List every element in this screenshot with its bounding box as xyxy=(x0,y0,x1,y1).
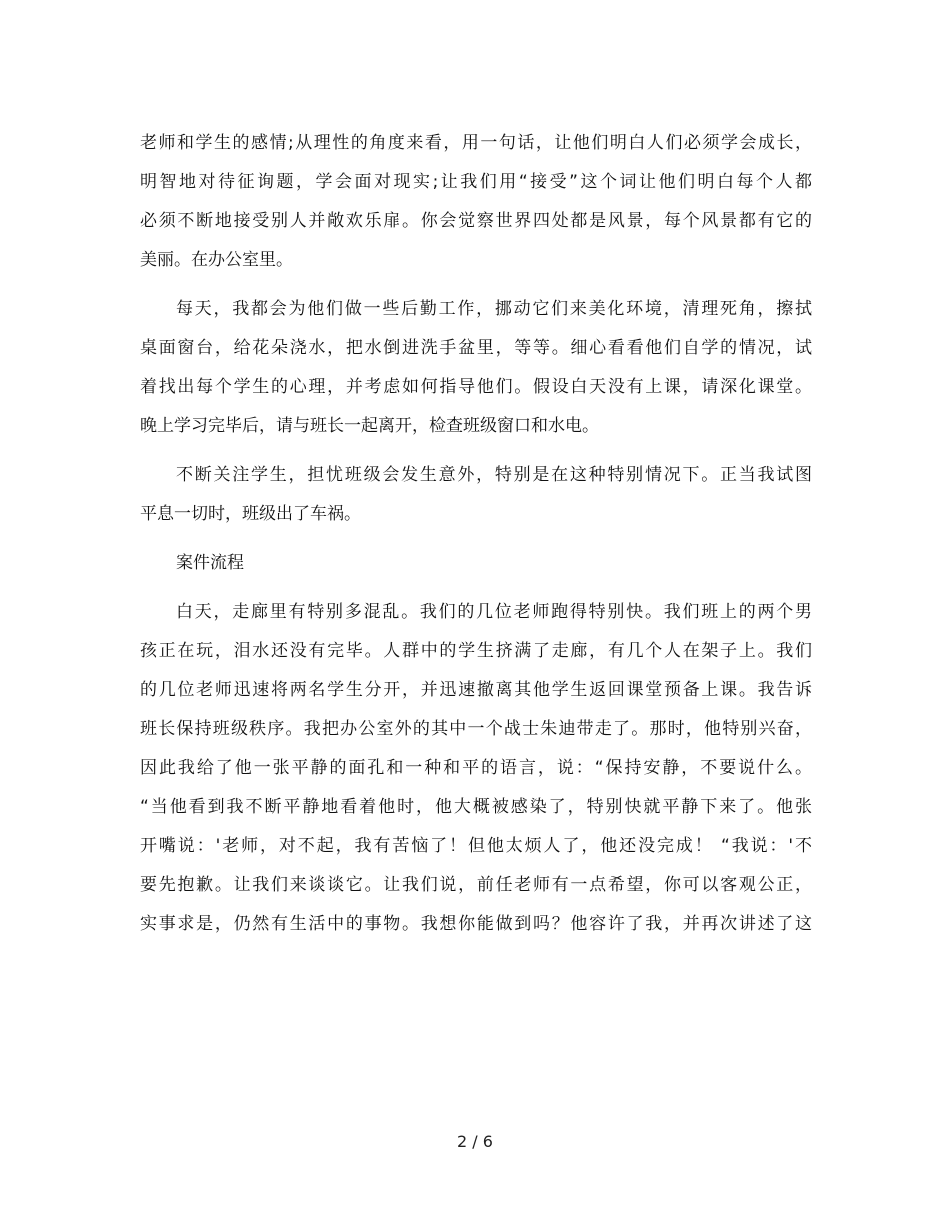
text-line: 白天，走廊里有特别多混乱。我们的几位老师跑得特别快。我们班上的两个男 xyxy=(176,602,812,622)
text-line: 开嘴说：'老师，对不起，我有苦恼了！但他太烦人了，他还没完成！ “我说：'不 xyxy=(140,836,812,856)
paragraph-gap xyxy=(140,446,812,456)
text-line: 要先抱歉。让我们来谈谈它。让我们说，前任老师有一点希望，你可以客观公正， xyxy=(140,875,812,895)
document-body xyxy=(140,124,812,944)
paragraph xyxy=(140,456,812,534)
text-line: 因此我给了他一张平静的面孔和一种和平的语言，说：“保持安静，不要说什么。 xyxy=(140,758,812,778)
text-line: 晚上学习完毕后，请与班长一起离开，检查班级窗口和水电。 xyxy=(140,416,599,436)
text-line: 不断关注学生，担忧班级会发生意外，特别是在这种特别情况下。正当我试图 xyxy=(176,465,812,485)
text-line: 着找出每个学生的心理，并考虑如何指导他们。假设白天没有上课，请深化课堂。 xyxy=(140,377,812,397)
text-line: 每天，我都会为他们做一些后勤工作，挪动它们来美化环境，清理死角，擦拭 xyxy=(176,299,812,319)
text-line: 的几位老师迅速将两名学生分开，并迅速撤离其他学生返回课堂预备上课。我告诉 xyxy=(140,680,812,700)
text-line: 实事求是，仍然有生活中的事物。我想你能做到吗？他容许了我，并再次讲述了这 xyxy=(140,914,812,934)
paragraph xyxy=(140,544,812,583)
text-line: 案件流程 xyxy=(176,553,244,573)
text-line: 班长保持班级秩序。我把办公室外的其中一个战士朱迪带走了。那时，他特别兴奋， xyxy=(140,719,812,739)
text-line: 平息一切时，班级出了车祸。 xyxy=(140,504,361,524)
text-line: 孩正在玩，泪水还没有完毕。人群中的学生挤满了走廊，有几个人在架子上。我们 xyxy=(140,641,812,661)
paragraph xyxy=(140,593,812,944)
page-number: 2 / 6 xyxy=(457,1132,493,1151)
text-line: “当他看到我不断平静地看着他时，他大概被感染了，特别快就平静下来了。他张 xyxy=(140,797,812,817)
paragraph xyxy=(140,290,812,446)
paragraph-gap xyxy=(140,280,812,290)
text-line: 美丽。在办公室里。 xyxy=(140,250,293,270)
paragraph-gap xyxy=(140,583,812,593)
text-line: 必须不断地接受别人并敞欢乐扉。你会觉察世界四处都是风景，每个风景都有它的 xyxy=(140,211,812,231)
paragraph-gap xyxy=(140,534,812,544)
text-line: 明智地对待征询题，学会面对现实;让我们用“接受”这个词让他们明白每个人都 xyxy=(140,172,812,192)
text-line: 桌面窗台，给花朵浇水，把水倒进洗手盆里，等等。细心看看他们自学的情况，试 xyxy=(140,338,812,358)
paragraph xyxy=(140,124,812,280)
text-line: 老师和学生的感情;从理性的角度来看，用一句话，让他们明白人们必须学会成长， xyxy=(140,133,812,153)
